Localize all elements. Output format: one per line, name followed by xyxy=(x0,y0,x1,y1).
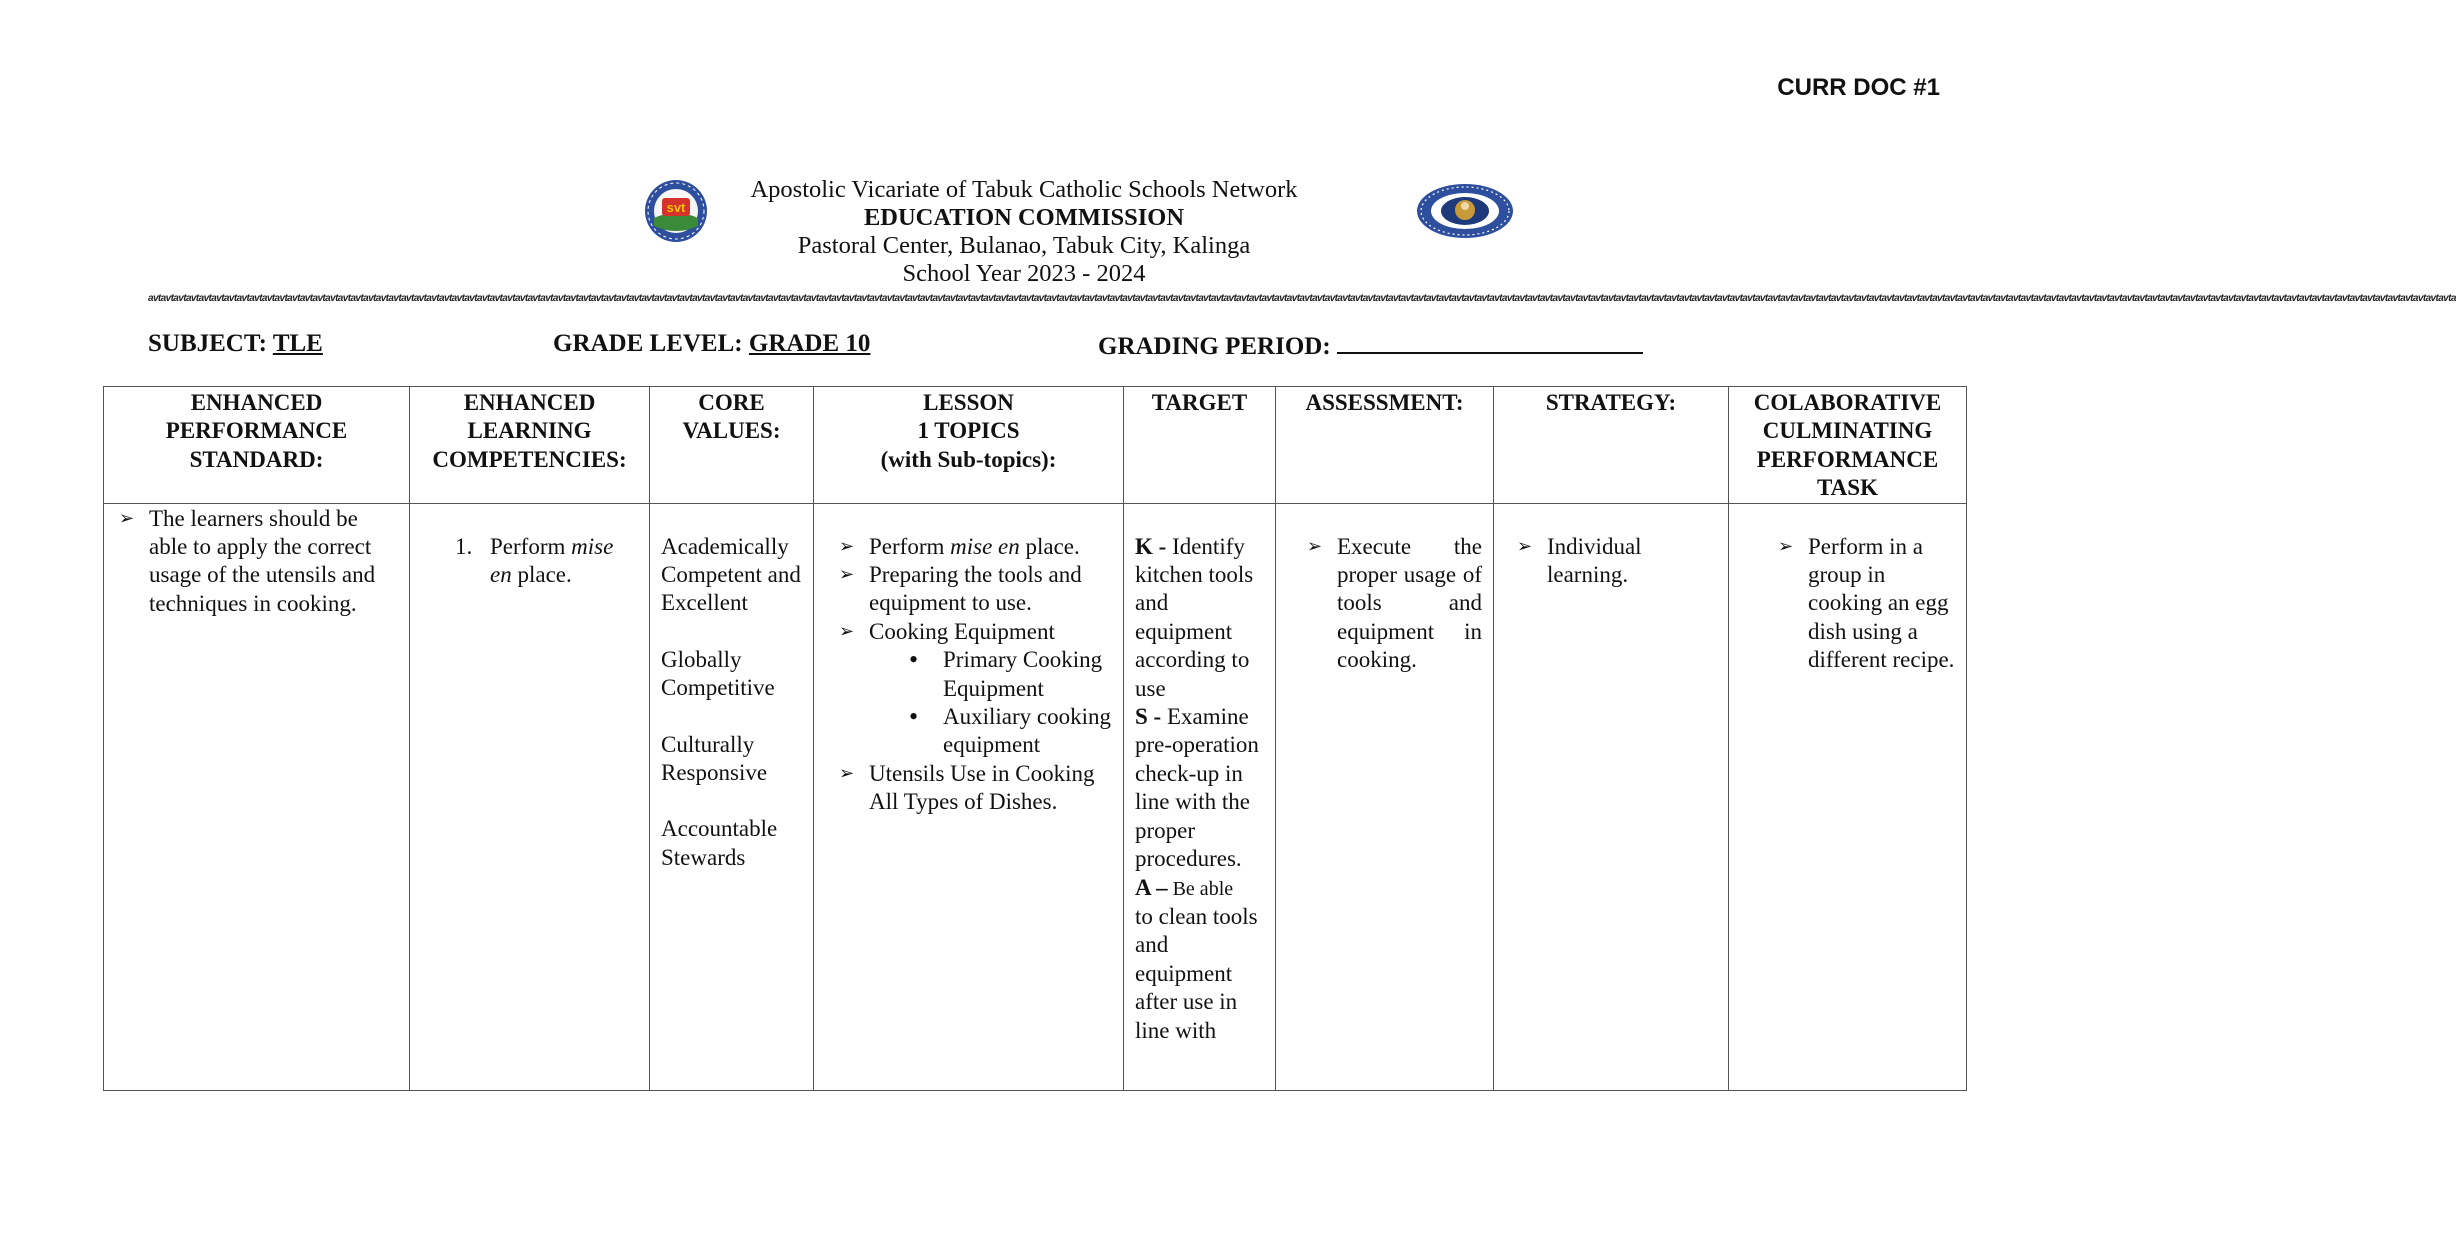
target-k-text: Identify kitchen tools and equipment according to use xyxy=(1135,533,1254,701)
assessment-item: ➢ Execute the proper usage of tools and equipment in cooking. xyxy=(1303,533,1482,675)
school-year: School Year 2023 - 2024 xyxy=(902,260,1146,287)
core-value-3: Culturally Responsive xyxy=(661,731,768,786)
target-cell xyxy=(1124,503,1276,1090)
topic-item: ➢ Utensils Use in Cooking All Types of Dishes. xyxy=(835,760,1112,817)
topics-cell xyxy=(814,503,1124,1090)
subject-label: SUBJECT: xyxy=(148,330,268,357)
table-row xyxy=(104,503,1967,1090)
curriculum-table xyxy=(103,386,1967,1091)
strategy-cell xyxy=(1494,503,1729,1090)
topic-1-text-a: Perform xyxy=(869,533,951,559)
grade-level-label: GRADE LEVEL: xyxy=(553,330,743,357)
topics-list xyxy=(835,533,1112,817)
core-value-4: Accountable Stewards xyxy=(661,816,778,870)
subtopics-list xyxy=(869,646,1112,760)
header-core-values: CORE VALUES: xyxy=(650,387,814,504)
target-a-text-small: Be able xyxy=(1167,877,1234,900)
school-header xyxy=(624,176,1424,288)
subtopic-item: • Primary Cooking Equipment xyxy=(907,646,1112,703)
svg-text:svt: svt xyxy=(666,200,686,215)
competency-text-italic: mise en xyxy=(490,533,614,588)
decorative-separator: avtavtavtavtavtavtavtavtavtavtavtavtavtavtavtavtavtavtavtavtavtavtavtavtavtavtavtavtavtavtavtavtavtavtavtavtavtavtavtavtavtavtavtavtavtavtavtavtavtavtavtavtavtavtavtavtavtavtavtavtavtavtavtavtavtavtavtavtavtavtavtavtavtavtavtavtavtavtavtavtavtavtavtavtavtavtavtavtavtavtavtavtavtavtavtavtavtavtavtavtavtavtavtavtavtavtavtavtavtavtavtavtavtavtavtavtavtavtavtavtavtavtavtavtavtavtavtavtavtavtavtavtavtavtavtavtavtavtavtavtavtavtavtavtavtavtavtavtavtavtavtavtavtavtavtavtavtavtavtavtavtavtavtavtavtavtavtavtavtavtavtavtavtavtavtavtavtavtavtavtavtavta xyxy=(148,293,2456,304)
header-learning-competencies: ENHANCED LEARNING COMPETENCIES: xyxy=(410,387,650,504)
competency-number: 1. xyxy=(455,533,473,559)
grade-level-field xyxy=(553,330,870,358)
culminating-task-cell xyxy=(1729,503,1967,1090)
competency-text-a: Perform xyxy=(490,533,572,559)
vicariate-seal-logo xyxy=(1415,182,1515,240)
topic-1-text-b: place. xyxy=(1019,533,1080,559)
subtopic-item: • Auxiliary cooking equipment xyxy=(907,703,1112,760)
performance-standard-item: ➢ The learners should be able to apply the correct usage of the utensils and techniques in cooking. xyxy=(115,505,398,619)
core-values-cell xyxy=(650,503,814,1090)
topic-item xyxy=(835,618,1112,760)
competency-cell xyxy=(410,503,650,1090)
header-performance-standard: ENHANCED PERFORMANCE STANDARD: xyxy=(104,387,410,504)
target-a-text: to clean tools and equipment after use in line with xyxy=(1135,903,1258,1043)
target-s-label: S - xyxy=(1135,704,1162,730)
performance-standard-cell xyxy=(104,503,410,1090)
target-attitude xyxy=(1135,874,1266,1045)
topic-3-text: Cooking Equipment xyxy=(869,618,1055,644)
target-skill xyxy=(1135,703,1266,873)
header-lesson-line1: LESSON xyxy=(923,390,1014,415)
grade-level-value: GRADE 10 xyxy=(748,330,871,357)
network-name: Apostolic Vicariate of Tabuk Catholic Schools Network xyxy=(750,176,1298,203)
target-s-text: Examine pre-operation check-up in line with the proper procedures. xyxy=(1135,704,1259,872)
header-lesson-topics xyxy=(814,387,1124,504)
target-a-label: A – xyxy=(1135,874,1168,900)
core-value-1: Academically Competent and Excellent xyxy=(661,533,801,616)
subject-value: TLE xyxy=(272,330,323,357)
document-number: CURR DOC #1 xyxy=(1777,74,1940,101)
topic-1-text-italic: mise en xyxy=(950,533,1020,559)
target-k-label: K - xyxy=(1135,533,1167,559)
address: Pastoral Center, Bulanao, Tabuk City, Kalinga xyxy=(797,232,1251,259)
assessment-cell xyxy=(1276,503,1494,1090)
grading-period-label: GRADING PERIOD: xyxy=(1098,333,1331,360)
header-strategy: STRATEGY: xyxy=(1494,387,1729,504)
grading-period-blank xyxy=(1337,330,1643,354)
competency-text xyxy=(455,533,638,590)
competency-text-b: place. xyxy=(511,562,572,588)
table-header-row xyxy=(104,387,1967,504)
strategy-list xyxy=(1513,533,1717,590)
assessment-list xyxy=(1303,533,1482,675)
culminating-task-list xyxy=(1774,533,1959,675)
performance-standard-list xyxy=(115,505,398,619)
header-assessment: ASSESSMENT: xyxy=(1276,387,1494,504)
header-lesson-line2: 1 TOPICS xyxy=(917,418,1020,444)
topic-item xyxy=(835,533,1112,561)
strategy-item: ➢ Individual learning. xyxy=(1513,533,1717,590)
subject-field xyxy=(148,330,323,358)
core-value-2: Globally Competitive xyxy=(661,646,775,701)
commission-name: EDUCATION COMMISSION xyxy=(863,204,1185,231)
header-lesson-line3: (with Sub-topics): xyxy=(880,446,1057,472)
culminating-task-item: ➢ Perform in a group in cooking an egg dish using a different recipe. xyxy=(1774,533,1959,675)
grading-period-field xyxy=(1098,330,1643,361)
subject-info xyxy=(148,330,1708,362)
topic-item: ➢ Preparing the tools and equipment to use. xyxy=(835,561,1112,618)
target-knowledge xyxy=(1135,533,1266,703)
header-culminating-task: COLABORATIVE CULMINATING PERFORMANCE TASK xyxy=(1729,387,1967,504)
header-target: TARGET xyxy=(1124,387,1276,504)
